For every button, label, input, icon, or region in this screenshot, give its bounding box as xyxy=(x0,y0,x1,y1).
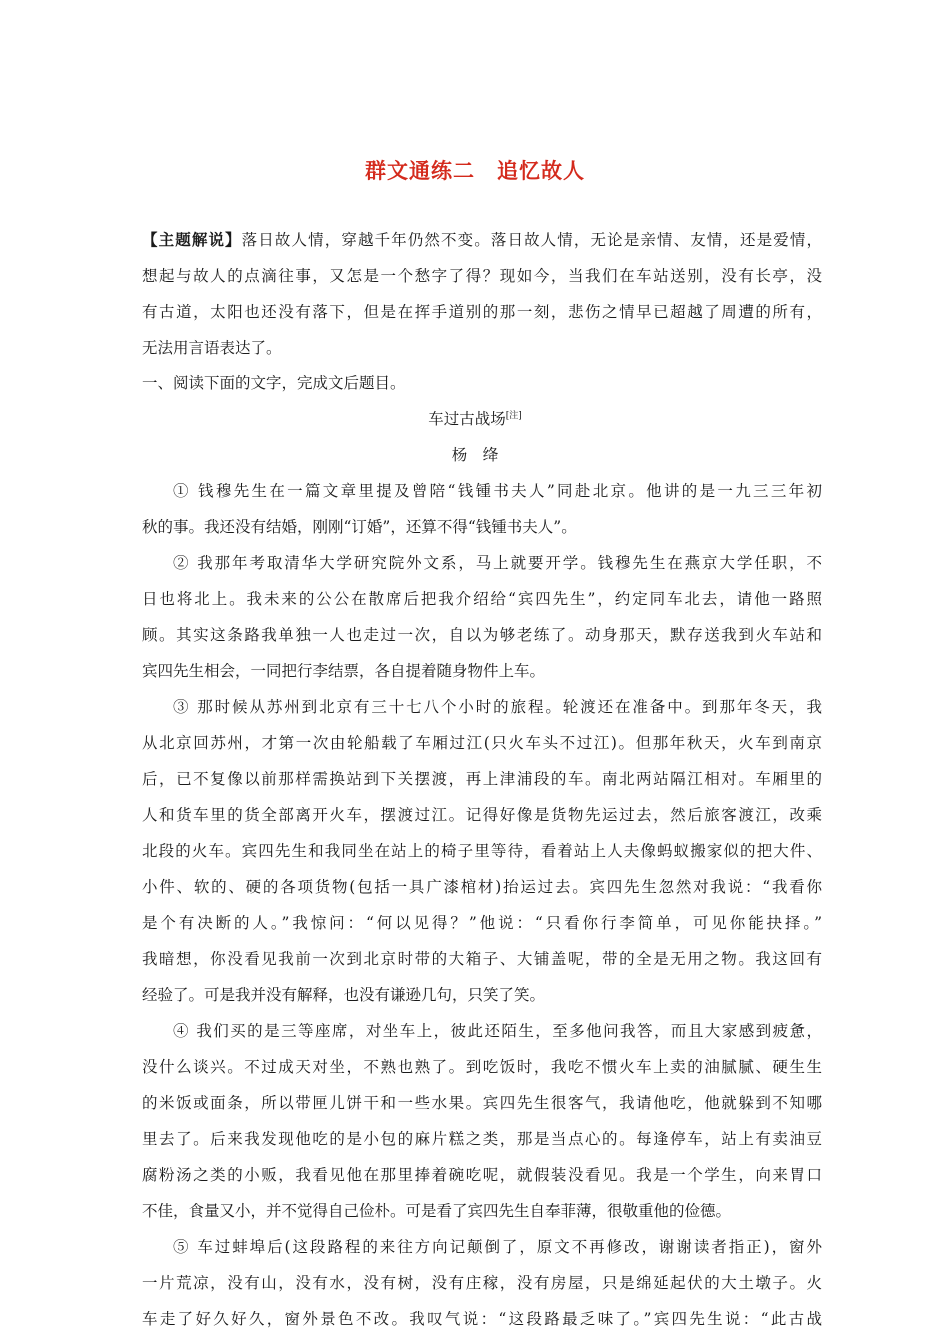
intro-line-2: 想起与故人的点滴往事，又怎是一个愁字了得？现如今，当我们在车站送别，没有长亭，没 xyxy=(142,267,822,285)
paragraph-2-line: 顾。其实这条路我单独一人也走过一次，自以为够老练了。动身那天，默存送我到火车站和 xyxy=(142,626,822,644)
paragraph-5-line: ⑤ 车过蚌埠后(这段路程的来往方向记颠倒了，原文不再修改，谢谢读者指正)，窗外 xyxy=(173,1238,822,1256)
paragraph-4-line: 没什么谈兴。不过成天对坐，不熟也熟了。到吃饭时，我吃不惯火车上卖的油腻腻、硬生生 xyxy=(142,1058,822,1076)
paragraph-5-line: 车走了好久好久，窗外景色不改。我叹气说：“这段路最乏味了。”宾四先生说：“此古战 xyxy=(142,1310,822,1328)
intro-line-3: 有古道，太阳也还没有落下，但是在挥手道别的那一刻，悲伤之情早已超越了周遭的所有， xyxy=(142,303,822,321)
intro-line-1: 【主题解说】落日故人情，穿越千年仍然不变。落日故人情，无论是亲情、友情，还是爱情， xyxy=(142,231,822,249)
article-author: 杨 绛 xyxy=(451,446,499,464)
intro-label: 【主题解说】 xyxy=(142,231,242,249)
paragraph-1-line: ① 钱穆先生在一篇文章里提及曾陪“钱锺书夫人”同赴北京。他讲的是一九三三年初 xyxy=(173,482,822,500)
paragraph-3-line: 经验了。可是我并没有解释，也没有谦逊几句，只笑了笑。 xyxy=(142,986,546,1004)
paragraph-5-line: 一片荒凉，没有山，没有水，没有树，没有庄稼，没有房屋，只是绵延起伏的大土墩子。火 xyxy=(142,1274,822,1292)
paragraph-3-line: 人和货车里的货全部离开火车，摆渡过江。记得好像是货物先运过去，然后旅客渡江，改乘 xyxy=(142,806,822,824)
paragraph-4-line: ④ 我们买的是三等座席，对坐车上，彼此还陌生，至多他问我答，而且大家感到疲惫， xyxy=(173,1022,822,1040)
page-title: 群文通练二 追忆故人 xyxy=(365,159,585,183)
paragraph-2-line: ② 我那年考取清华大学研究院外文系，马上就要开学。钱穆先生在燕京大学任职，不 xyxy=(173,554,822,572)
paragraph-3-line: ③ 那时候从苏州到北京有三十七八个小时的旅程。轮渡还在准备中。到那年冬天，我 xyxy=(173,698,822,716)
paragraph-3-line: 是个有决断的人。”我惊问：“何以见得？”他说：“只看你行李简单，可见你能抉择。” xyxy=(142,914,822,932)
article-title-note: [注] xyxy=(505,410,522,421)
paragraph-3-line: 北段的火车。宾四先生和我同坐在站上的椅子里等待，看着站上人夫像蚂蚁搬家似的把大件、 xyxy=(142,842,822,860)
paragraph-4-line: 腐粉汤之类的小贩，我看见他在那里捧着碗吃呢，就假装没看见。我是一个学生，向来胃口 xyxy=(142,1166,822,1184)
paragraph-2-line: 宾四先生相会，一同把行李结票，各自提着随身物件上车。 xyxy=(142,662,546,680)
paragraph-3-line: 我暗想，你没看见我前一次到北京时带的大箱子、大铺盖呢，带的全是无用之物。我这回有 xyxy=(142,950,822,968)
paragraph-3-line: 小件、软的、硬的各项货物(包括一具广漆棺材)抬运过去。宾四先生忽然对我说：“我看你 xyxy=(142,878,822,896)
paragraph-4-line: 的米饭或面条，所以带匣儿饼干和一些水果。宾四先生很客气，我请他吃，他就躲到不知哪 xyxy=(142,1094,822,1112)
paragraph-3-line: 从北京回苏州，才第一次由轮船载了车厢过江(只火车头不过江)。但那年秋天，火车到南京 xyxy=(142,734,822,752)
paragraph-4-line: 里去了。后来我发现他吃的是小包的麻片糕之类，那是当点心的。每逢停车，站上有卖油豆 xyxy=(142,1130,822,1148)
intro-line-4: 无法用言语表达了。 xyxy=(142,339,282,357)
article-title: 车过古战场[注] xyxy=(428,410,522,428)
paragraph-1-line: 秋的事。我还没有结婚，刚刚“订婚”，还算不得“钱锺书夫人”。 xyxy=(142,518,577,536)
paragraph-3-line: 后，已不复像以前那样需换站到下关摆渡，再上津浦段的车。南北两站隔江相对。车厢里的 xyxy=(142,770,822,788)
paragraph-4-line: 不佳，食量又小，并不觉得自己俭朴。可是看了宾四先生自奉菲薄，很敬重他的俭德。 xyxy=(142,1202,732,1220)
section-heading: 一、阅读下面的文字，完成文后题目。 xyxy=(142,374,406,392)
paragraph-2-line: 日也将北上。我未来的公公在散席后把我介绍给“宾四先生”，约定同车北去，请他一路照 xyxy=(142,590,822,608)
